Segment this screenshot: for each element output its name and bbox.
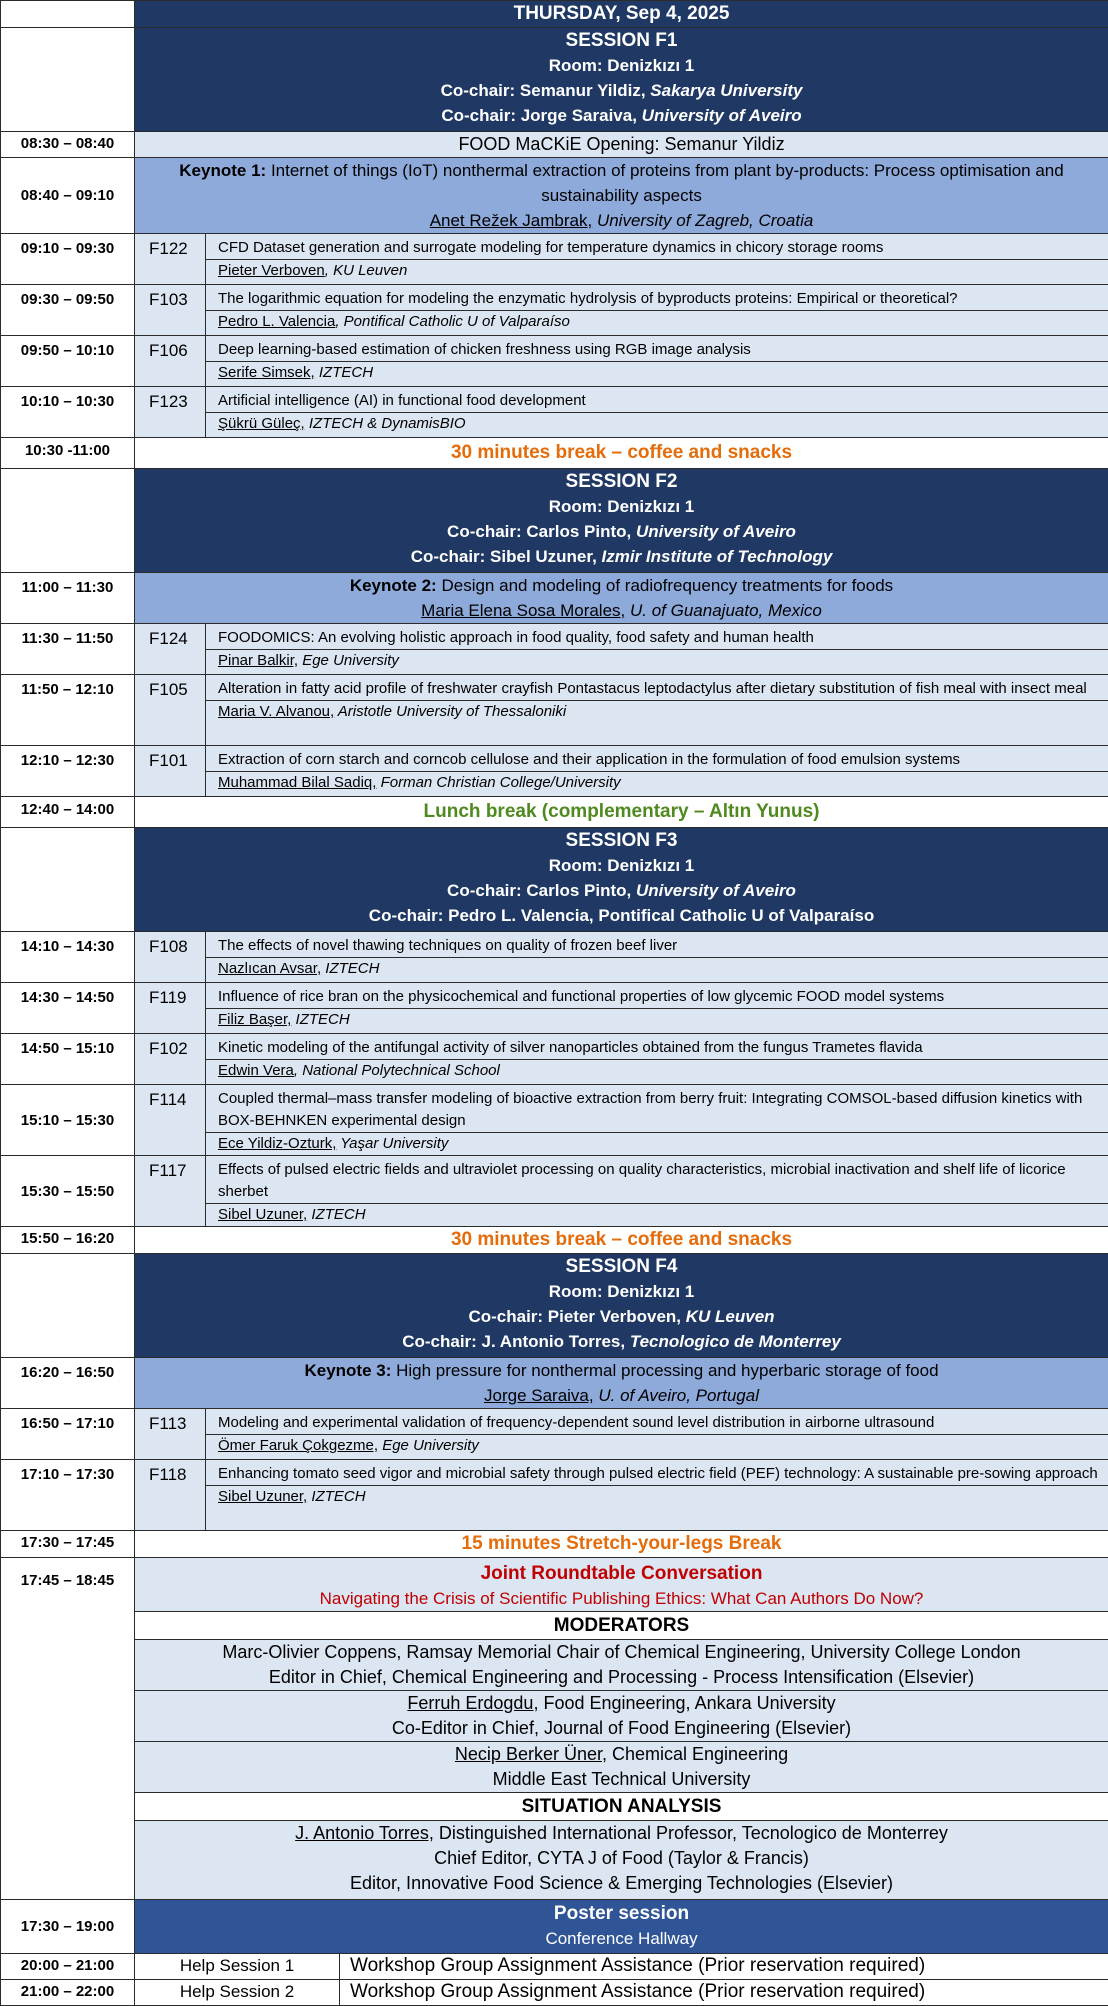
table-row	[1, 234, 1108, 285]
talk-author: Pieter Verboven	[218, 262, 325, 279]
empty-cell	[1, 469, 135, 573]
talk-cell	[206, 624, 1108, 675]
panelist-name: J. Antonio Torres,	[295, 1823, 434, 1843]
opening-text: FOOD MaCKiE Opening: Semanur Yildiz	[135, 132, 1108, 158]
paper-code: F113	[135, 1409, 206, 1460]
help-session-row	[135, 1980, 1108, 2006]
session-cochair	[135, 1329, 1108, 1354]
paper-code: F119	[135, 983, 206, 1034]
cochair-affiliation: Izmir Institute of Technology	[602, 547, 833, 566]
keynote-title: Design and modeling of radiofrequency treatments for foods	[441, 576, 893, 595]
moderator-1	[135, 1639, 1108, 1690]
paper-code: F102	[135, 1034, 206, 1085]
cochair-name: Co-chair: Pedro L. Valencia, Pontifical Catholic U of Valparaíso	[369, 906, 874, 925]
table-row	[1, 285, 1108, 336]
paper-code: F103	[135, 285, 206, 336]
talk-title: Extraction of corn starch and corncob cellulose and their application in the formulation of food emulsion systems	[218, 749, 1108, 771]
table-row	[1, 1156, 1108, 1227]
lunch-break: Lunch break (complementary – Altın Yunus)	[135, 797, 1108, 828]
help-session-row	[135, 1954, 1108, 1980]
talk-affiliation: Ege University	[378, 1437, 479, 1454]
talk-title: Coupled thermal–mass transfer modeling of bioactive extraction from berry fruit: Integrating COMSOL-based diffusion kinetics with BOX-BEHNKEN experimental design	[218, 1088, 1108, 1132]
talk-title: Kinetic modeling of the antifungal activity of silver nanoparticles obtained from the fungus Trametes flavida	[218, 1037, 1108, 1059]
talk-affiliation: Yaşar University	[336, 1135, 448, 1152]
table-row	[1, 983, 1108, 1034]
keynote-affiliation: U. of Guanajuato, Mexico	[630, 601, 822, 620]
moderator-3	[135, 1741, 1108, 1792]
table-row	[1, 675, 1108, 746]
paper-code: F118	[135, 1460, 206, 1531]
talk-author: Pinar Balkir,	[218, 652, 298, 669]
paper-code: F108	[135, 932, 206, 983]
talk-cell	[206, 1085, 1108, 1156]
talk-author: Şükrü Güleç,	[218, 415, 305, 432]
time-cell: 09:10 – 09:30	[1, 234, 135, 285]
talk-author: Nazlıcan Avsar,	[218, 960, 321, 977]
moderators-heading: MODERATORS	[135, 1611, 1108, 1639]
session-room: Room: Denizkızı 1	[135, 494, 1108, 519]
paper-code: F105	[135, 675, 206, 746]
table-row	[1, 1460, 1108, 1531]
keynote-2	[135, 573, 1108, 624]
talk-cell	[206, 285, 1108, 336]
talk-affiliation: , National Polytechnical School	[294, 1062, 500, 1079]
paper-code: F117	[135, 1156, 206, 1227]
talk-author: Ömer Faruk Çokgezme,	[218, 1437, 378, 1454]
cochair-name: Co-chair: J. Antonio Torres,	[402, 1332, 625, 1351]
help-session-text: Workshop Group Assignment Assistance (Prior reservation required)	[340, 1980, 925, 2005]
empty-cell	[1, 828, 135, 932]
time-cell: 17:45 – 18:45	[1, 1558, 135, 1900]
session-room: Room: Denizkızı 1	[135, 853, 1108, 878]
talk-affiliation: IZTECH	[307, 1488, 365, 1505]
cochair-name: Co-chair: Semanur Yildiz,	[441, 81, 646, 100]
talk-affiliation: , Pontifical Catholic U of Valparaíso	[335, 313, 570, 330]
analysis-panelist	[135, 1820, 1108, 1896]
stretch-break: 15 minutes Stretch-your-legs Break	[135, 1531, 1108, 1558]
time-cell: 11:50 – 12:10	[1, 675, 135, 746]
keynote-1	[135, 158, 1108, 234]
table-row	[1, 1034, 1108, 1085]
talk-affiliation: IZTECH & DynamisBIO	[305, 415, 466, 432]
table-row	[1, 1085, 1108, 1156]
talk-title: Artificial intelligence (AI) in functional food development	[218, 390, 1108, 412]
keynote-title: High pressure for nonthermal processing and hyperbaric storage of food	[396, 1361, 938, 1380]
talk-cell	[206, 234, 1108, 285]
talk-author: Maria V. Alvanou,	[218, 703, 334, 720]
time-cell: 15:50 – 16:20	[1, 1227, 135, 1254]
session-cochair	[135, 78, 1108, 103]
table-row	[1, 932, 1108, 983]
empty-cell	[1, 28, 135, 132]
time-cell: 12:10 – 12:30	[1, 746, 135, 797]
time-cell: 17:10 – 17:30	[1, 1460, 135, 1531]
paper-code: F114	[135, 1085, 206, 1156]
help-session-text: Workshop Group Assignment Assistance (Prior reservation required)	[340, 1954, 925, 1979]
time-cell: 15:10 – 15:30	[1, 1085, 135, 1156]
keynote-label: Keynote 3:	[304, 1361, 391, 1380]
panelist-line: Chief Editor, CYTA J of Food (Taylor & Francis)	[135, 1846, 1108, 1871]
session-cochair	[135, 1304, 1108, 1329]
session-header-f1	[135, 28, 1108, 132]
talk-cell	[206, 1460, 1108, 1531]
time-cell: 10:30 -11:00	[1, 438, 135, 469]
talk-cell	[206, 387, 1108, 438]
roundtable-cell	[135, 1558, 1108, 1900]
talk-cell	[206, 746, 1108, 797]
talk-cell	[206, 983, 1108, 1034]
moderator-name: Necip Berker Üner	[455, 1744, 602, 1764]
talk-author: Edwin Vera	[218, 1062, 294, 1079]
cochair-name: Co-chair: Sibel Uzuner,	[411, 547, 597, 566]
paper-code: F122	[135, 234, 206, 285]
roundtable-title: Joint Roundtable Conversation	[135, 1558, 1108, 1587]
moderator-line: Editor in Chief, Chemical Engineering and Processing - Process Intensification (Elsevier)	[135, 1665, 1108, 1690]
time-cell: 11:00 – 11:30	[1, 573, 135, 624]
session-title: SESSION F2	[135, 469, 1108, 494]
cochair-affiliation: University of Aveiro	[636, 881, 796, 900]
panelist-line: Editor, Innovative Food Science & Emerging Technologies (Elsevier)	[135, 1871, 1108, 1896]
moderator-line: Marc-Olivier Coppens, Ramsay Memorial Chair of Chemical Engineering, University College London	[135, 1640, 1108, 1665]
cochair-affiliation: KU Leuven	[686, 1307, 775, 1326]
moderator-line: Co-Editor in Chief, Journal of Food Engineering (Elsevier)	[135, 1716, 1108, 1741]
keynote-label: Keynote 1:	[179, 161, 266, 180]
talk-affiliation: IZTECH	[291, 1011, 349, 1028]
time-cell: 16:20 – 16:50	[1, 1358, 135, 1409]
moderator-line: Middle East Technical University	[135, 1767, 1108, 1792]
talk-affiliation: , KU Leuven	[325, 262, 408, 279]
talk-affiliation: IZTECH	[321, 960, 379, 977]
cochair-name: Co-chair: Carlos Pinto,	[447, 522, 631, 541]
help-session-label: Help Session 2	[135, 1980, 340, 2005]
paper-code: F101	[135, 746, 206, 797]
talk-title: Effects of pulsed electric fields and ultraviolet processing on quality characteristics, microbial inactivation and shelf life of licorice sherbet	[218, 1159, 1108, 1203]
time-cell: 21:00 – 22:00	[1, 1980, 135, 2006]
time-cell: 10:10 – 10:30	[1, 387, 135, 438]
talk-title: Influence of rice bran on the physicochemical and functional properties of low glycemic FOOD model systems	[218, 986, 1108, 1008]
time-cell: 17:30 – 17:45	[1, 1531, 135, 1558]
time-cell: 12:40 – 14:00	[1, 797, 135, 828]
talk-author: Pedro L. Valencia	[218, 313, 335, 330]
talk-author: Serife Simsek,	[218, 364, 315, 381]
table-row	[1, 336, 1108, 387]
keynote-affiliation: U. of Aveiro, Portugal	[598, 1386, 759, 1405]
talk-title: Deep learning-based estimation of chicken freshness using RGB image analysis	[218, 339, 1108, 361]
session-title: SESSION F1	[135, 28, 1108, 53]
talk-cell	[206, 1034, 1108, 1085]
talk-author: Ece Yildiz-Ozturk,	[218, 1135, 336, 1152]
session-title: SESSION F3	[135, 828, 1108, 853]
session-cochair	[135, 103, 1108, 128]
paper-code: F106	[135, 336, 206, 387]
talk-cell	[206, 932, 1108, 983]
cochair-name: Co-chair: Jorge Saraiva,	[441, 106, 637, 125]
moderator-name: Ferruh Erdogdu	[407, 1693, 533, 1713]
talk-author: Filiz Başer,	[218, 1011, 291, 1028]
table-row	[1, 746, 1108, 797]
keynote-speaker: Anet Režek Jambrak,	[430, 211, 593, 230]
session-room: Room: Denizkızı 1	[135, 1279, 1108, 1304]
keynote-3	[135, 1358, 1108, 1409]
talk-title: FOODOMICS: An evolving holistic approach in food quality, food safety and human health	[218, 627, 1108, 649]
time-cell: 20:00 – 21:00	[1, 1954, 135, 1980]
time-cell: 14:10 – 14:30	[1, 932, 135, 983]
poster-location: Conference Hallway	[135, 1927, 1108, 1951]
talk-affiliation: Forman Christian College/University	[376, 774, 620, 791]
paper-code: F124	[135, 624, 206, 675]
time-cell: 14:30 – 14:50	[1, 983, 135, 1034]
session-cochair	[135, 544, 1108, 569]
time-cell: 09:50 – 10:10	[1, 336, 135, 387]
session-header-f3	[135, 828, 1108, 932]
session-header-f4	[135, 1254, 1108, 1358]
keynote-title: Internet of things (IoT) nonthermal extraction of proteins from plant by-products: Process optimisation and sustainability aspects	[271, 161, 1064, 205]
day-heading: THURSDAY, Sep 4, 2025	[135, 1, 1108, 28]
empty-cell	[1, 1, 135, 28]
time-cell: 08:30 – 08:40	[1, 132, 135, 158]
panelist-line: Distinguished International Professor, Tecnologico de Monterrey	[434, 1823, 948, 1843]
analysis-heading: SITUATION ANALYSIS	[135, 1792, 1108, 1820]
time-cell: 11:30 – 11:50	[1, 624, 135, 675]
time-cell: 09:30 – 09:50	[1, 285, 135, 336]
cochair-affiliation: University of Aveiro	[636, 522, 796, 541]
moderator-2	[135, 1690, 1108, 1741]
coffee-break: 30 minutes break – coffee and snacks	[135, 438, 1108, 469]
keynote-speaker: Maria Elena Sosa Morales,	[421, 601, 625, 620]
talk-affiliation: Aristotle University of Thessaloniki	[334, 703, 566, 720]
time-cell: 17:30 – 19:00	[1, 1900, 135, 1954]
session-room: Room: Denizkızı 1	[135, 53, 1108, 78]
table-row	[1, 387, 1108, 438]
session-cochair	[135, 878, 1108, 903]
moderator-line: , Food Engineering, Ankara University	[533, 1693, 835, 1713]
paper-code: F123	[135, 387, 206, 438]
empty-cell	[1, 1254, 135, 1358]
talk-author: Muhammad Bilal Sadiq,	[218, 774, 376, 791]
talk-title: The logarithmic equation for modeling the enzymatic hydrolysis of byproducts proteins: Empirical or theoretical?	[218, 288, 1108, 310]
time-cell: 15:30 – 15:50	[1, 1156, 135, 1227]
cochair-affiliation: Tecnologico de Monterrey	[630, 1332, 841, 1351]
session-cochair	[135, 903, 1108, 928]
talk-author: Sibel Uzuner,	[218, 1488, 307, 1505]
talk-affiliation: IZTECH	[307, 1206, 365, 1223]
talk-title: Alteration in fatty acid profile of freshwater crayfish Pontastacus leptodactylus after dietary substitution of fish meal with insect meal	[218, 678, 1108, 700]
time-cell: 08:40 – 09:10	[1, 158, 135, 234]
talk-title: Modeling and experimental validation of frequency-dependent sound level distribution in airborne ultrasound	[218, 1412, 1108, 1434]
cochair-affiliation: Sakarya University	[650, 81, 802, 100]
moderator-line: , Chemical Engineering	[602, 1744, 788, 1764]
keynote-affiliation: University of Zagreb, Croatia	[597, 211, 813, 230]
talk-cell	[206, 336, 1108, 387]
poster-session	[135, 1900, 1108, 1954]
talk-title: CFD Dataset generation and surrogate modeling for temperature dynamics in chicory storage rooms	[218, 237, 1108, 259]
session-header-f2	[135, 469, 1108, 573]
session-cochair	[135, 519, 1108, 544]
talk-affiliation: IZTECH	[315, 364, 373, 381]
help-session-label: Help Session 1	[135, 1954, 340, 1979]
time-cell: 14:50 – 15:10	[1, 1034, 135, 1085]
session-title: SESSION F4	[135, 1254, 1108, 1279]
talk-affiliation: Ege University	[298, 652, 399, 669]
talk-cell	[206, 1409, 1108, 1460]
talk-title: Enhancing tomato seed vigor and microbial safety through pulsed electric field (PEF) technology: A sustainable pre-sowing approach	[218, 1463, 1108, 1485]
keynote-speaker: Jorge Saraiva,	[484, 1386, 594, 1405]
roundtable-subtitle: Navigating the Crisis of Scientific Publishing Ethics: What Can Authors Do Now?	[135, 1587, 1108, 1611]
table-row	[1, 624, 1108, 675]
cochair-name: Co-chair: Carlos Pinto,	[447, 881, 631, 900]
talk-author: Sibel Uzuner,	[218, 1206, 307, 1223]
keynote-label: Keynote 2:	[350, 576, 437, 595]
cochair-name: Co-chair: Pieter Verboven,	[468, 1307, 681, 1326]
talk-cell	[206, 1156, 1108, 1227]
table-row	[1, 1409, 1108, 1460]
poster-title: Poster session	[135, 1900, 1108, 1927]
coffee-break: 30 minutes break – coffee and snacks	[135, 1227, 1108, 1254]
talk-cell	[206, 675, 1108, 746]
time-cell: 16:50 – 17:10	[1, 1409, 135, 1460]
talk-title: The effects of novel thawing techniques on quality of frozen beef liver	[218, 935, 1108, 957]
cochair-affiliation: University of Aveiro	[642, 106, 802, 125]
